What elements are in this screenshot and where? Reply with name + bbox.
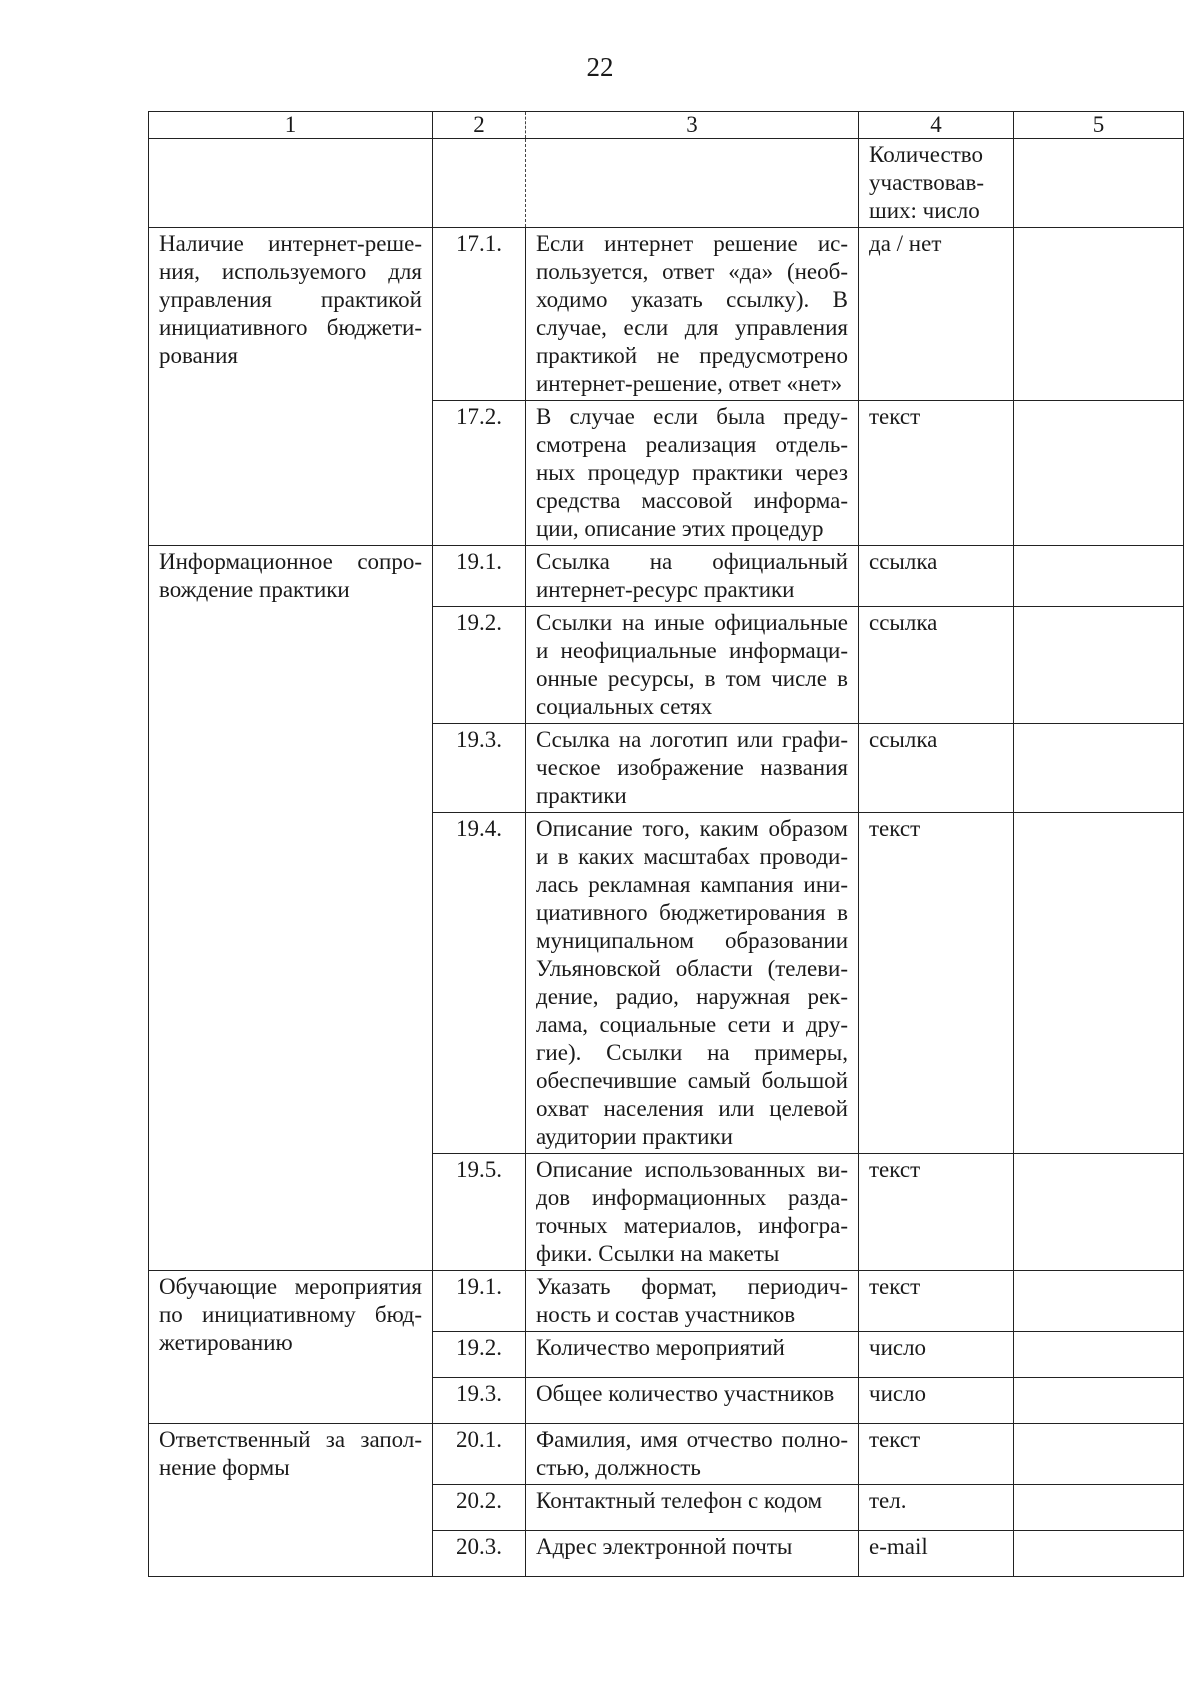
item-value (1014, 1531, 1184, 1577)
type-cell: Количество участвовав-ших: число (859, 139, 1014, 228)
header-col-1: 1 (149, 112, 433, 139)
item-description: Ссылка на логотип или графи-ческое изображение названия практики (526, 724, 859, 813)
item-type: число (859, 1378, 1014, 1424)
page-number: 22 (586, 52, 614, 82)
header-col-5: 5 (1014, 112, 1184, 139)
item-description: Адрес электронной почты (526, 1531, 859, 1577)
item-number: 19.5. (433, 1154, 526, 1271)
item-description: Контактный телефон с кодом (526, 1485, 859, 1531)
item-type: ссылка (859, 607, 1014, 724)
section-title: Информационное сопро-вождение практики (149, 546, 433, 1271)
item-number: 19.3. (433, 724, 526, 813)
item-description: Ссылки на иные официальные и неофициальные информаци-онные ресурсы, в том числе в социальных сетях (526, 607, 859, 724)
item-number: 20.3. (433, 1531, 526, 1577)
item-value (1014, 401, 1184, 546)
item-type: ссылка (859, 724, 1014, 813)
item-description: Общее количество участников (526, 1378, 859, 1424)
item-number: 17.2. (433, 401, 526, 546)
item-number: 19.4. (433, 813, 526, 1154)
item-description: В случае если была преду-смотрена реализация отдель-ных процедур практики через средства массовой информа-ции, описание этих процедур (526, 401, 859, 546)
item-number: 19.1. (433, 1271, 526, 1332)
cell-empty (1014, 139, 1184, 228)
item-value (1014, 1332, 1184, 1378)
item-number: 19.3. (433, 1378, 526, 1424)
table-row (149, 546, 1184, 607)
item-type: тел. (859, 1485, 1014, 1531)
table-row (149, 1271, 1184, 1332)
item-type: число (859, 1332, 1014, 1378)
item-value (1014, 724, 1184, 813)
item-description: Если интернет решение ис-пользуется, ответ «да» (необ-ходимо указать ссылку). В случае, если для управления практикой не предусмотрено интернет-решение, ответ «нет» (526, 228, 859, 401)
item-number: 19.1. (433, 546, 526, 607)
cell-empty (149, 139, 433, 228)
item-number: 19.2. (433, 607, 526, 724)
item-type: текст (859, 401, 1014, 546)
item-value (1014, 813, 1184, 1154)
item-type: ссылка (859, 546, 1014, 607)
item-value (1014, 1378, 1184, 1424)
cell-empty (433, 139, 526, 228)
item-value (1014, 228, 1184, 401)
item-value (1014, 546, 1184, 607)
item-type: да / нет (859, 228, 1014, 401)
item-number: 20.2. (433, 1485, 526, 1531)
table-row (149, 228, 1184, 401)
continuation-row (149, 139, 1184, 228)
item-type: текст (859, 1154, 1014, 1271)
item-description: Фамилия, имя отчество полно-стью, должность (526, 1424, 859, 1485)
item-value (1014, 1424, 1184, 1485)
header-col-3: 3 (526, 112, 859, 139)
item-description: Описание того, каким образом и в каких масштабах проводи-лась рекламная кампания ини-циативного бюджетирования в муниципальном образовании Ульяновской области (телеви-дение, радио, наружная рек-лама, социальные сети и дру-гие). Ссылки на примеры, обеспечившие самый большой охват населения или целевой аудитории практики (526, 813, 859, 1154)
item-type: текст (859, 813, 1014, 1154)
header-col-2: 2 (433, 112, 526, 139)
item-number: 20.1. (433, 1424, 526, 1485)
item-number: 19.2. (433, 1332, 526, 1378)
table-row (149, 1424, 1184, 1485)
header-col-4: 4 (859, 112, 1014, 139)
section-title: Наличие интернет-реше-ния, используемого для управления практикой инициативного бюджети-рования (149, 228, 433, 546)
item-value (1014, 1485, 1184, 1531)
cell-empty (526, 139, 859, 228)
section-title: Ответственный за запол-нение формы (149, 1424, 433, 1577)
item-description: Ссылка на официальный интернет-ресурс практики (526, 546, 859, 607)
item-type: e-mail (859, 1531, 1014, 1577)
item-description: Указать формат, периодич-ность и состав участников (526, 1271, 859, 1332)
item-value (1014, 1271, 1184, 1332)
item-value (1014, 607, 1184, 724)
section-title: Обучающие мероприятия по инициативному бюд-жетированию (149, 1271, 433, 1424)
header-row (149, 112, 1184, 139)
form-table (148, 111, 1184, 1577)
item-value (1014, 1154, 1184, 1271)
item-type: текст (859, 1271, 1014, 1332)
item-description: Количество мероприятий (526, 1332, 859, 1378)
item-number: 17.1. (433, 228, 526, 401)
item-description: Описание использованных ви-дов информационных разда-точных материалов, инфогра-фики. Ссылки на макеты (526, 1154, 859, 1271)
item-type: текст (859, 1424, 1014, 1485)
